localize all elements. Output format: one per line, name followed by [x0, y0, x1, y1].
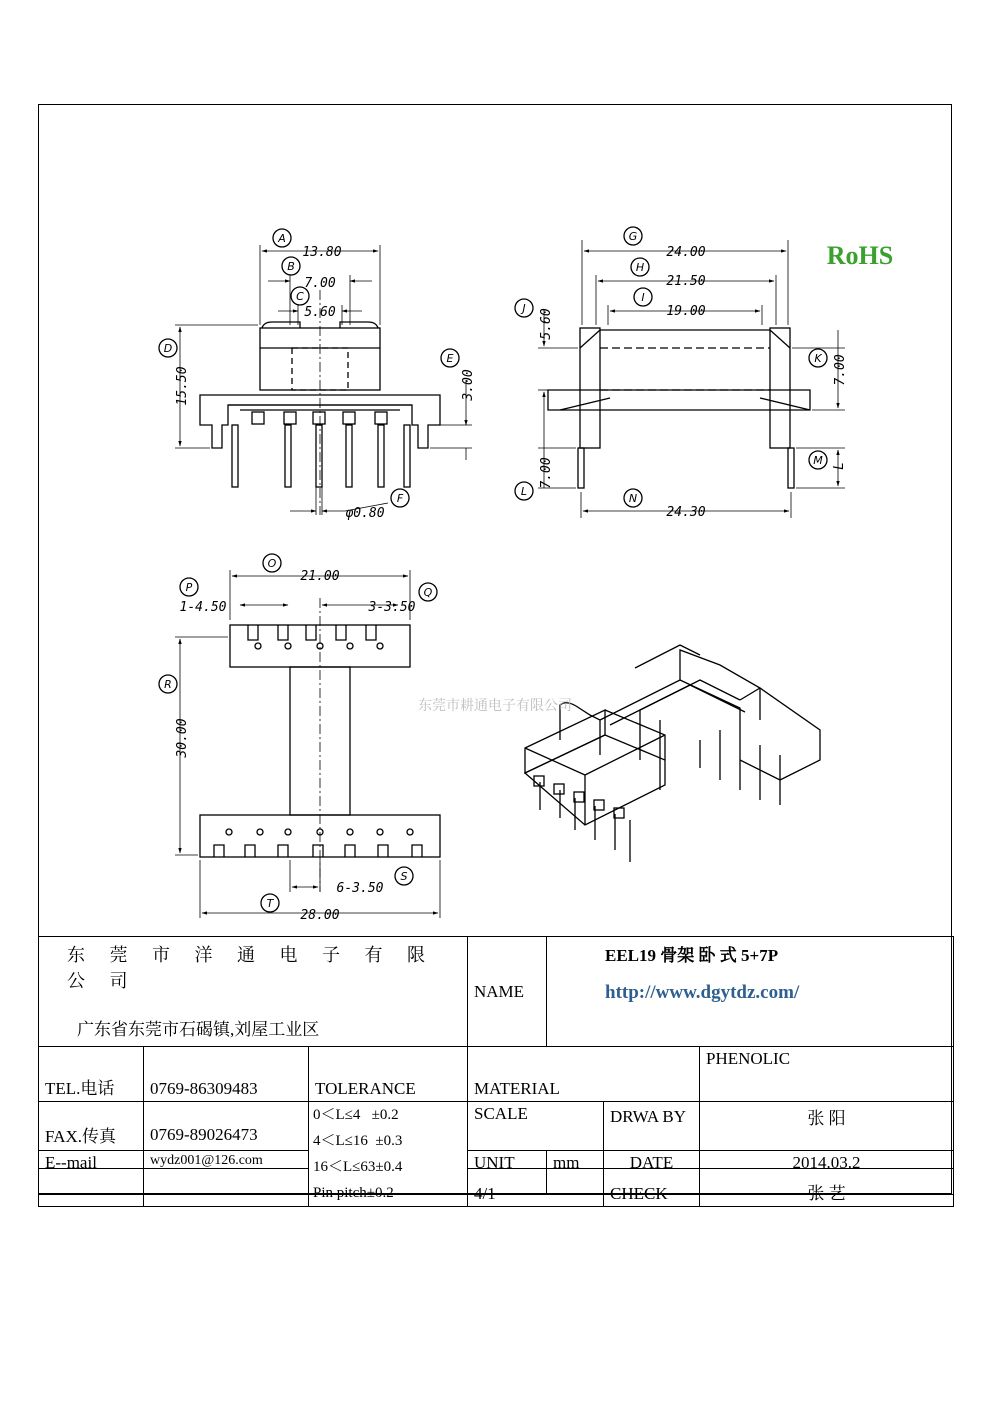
dim-value-h: 21.50 [666, 274, 706, 289]
dim-value-b: 7.00 [304, 276, 336, 291]
dim-value-n: 24.30 [666, 505, 706, 520]
fax-label: FAX.传真 [39, 1102, 144, 1169]
scale-label: SCALE [468, 1102, 604, 1135]
website-link[interactable]: http://www.dgytdz.com/ [605, 982, 800, 1003]
tel-value: 0769-86309483 [144, 1047, 309, 1102]
dim-tag-g: G [628, 230, 638, 243]
dim-tag-n: N [628, 492, 638, 505]
drawn-by-label: DRWA BY [604, 1102, 700, 1169]
dim-tag-o: O [267, 557, 277, 570]
unit-label: UNIT [468, 1151, 547, 1195]
watermark-text: 东莞市耕通电子有限公司 [418, 698, 572, 714]
dim-value-l: 7.00 [539, 457, 554, 489]
dim-tag-l: L [520, 485, 528, 498]
dim-value-j: 5.60 [539, 308, 554, 340]
drawn-by-value: 张 阳 [700, 1102, 954, 1169]
tolerance-row: Pin pitch±0.2 [313, 1185, 394, 1201]
dim-value-k: 7.00 [833, 354, 848, 386]
fax-value: 0769-89026473 [144, 1102, 309, 1169]
date-value: 2014.03.2 [700, 1151, 954, 1195]
dim-value-f: φ0.80 [345, 506, 385, 521]
title-block-footer [38, 1150, 954, 1195]
dim-value-p: 1-4.50 [179, 600, 227, 615]
unit-value: mm [547, 1151, 604, 1195]
isometric-view [525, 645, 820, 862]
email-value: wydz001@126.com [144, 1151, 309, 1195]
dim-tag-h: H [635, 261, 645, 274]
tolerance-extra [309, 1151, 468, 1195]
company-name: 东 莞 市 洋 通 电 子 有 限 公 司 [67, 945, 435, 991]
dim-value-o: 21.00 [300, 569, 340, 584]
dim-tag-f: F [396, 492, 404, 505]
dim-tag-r: R [164, 678, 172, 691]
dim-value-e: 3.00 [461, 369, 476, 401]
dim-value-t: 28.00 [300, 908, 340, 923]
dim-tag-t: T [266, 897, 274, 910]
tolerance-label: TOLERANCE [309, 1047, 468, 1102]
dim-tag-d: D [163, 342, 173, 355]
dim-value-q: 3-3.50 [368, 600, 416, 615]
tel-label: TEL.电话 [39, 1047, 144, 1102]
dim-tag-j: J [522, 302, 526, 315]
tolerance-row: 0＜L≤4 ±0.2 [313, 1107, 399, 1123]
rohs-label: RoHS [826, 241, 894, 270]
side-view [515, 227, 845, 518]
dim-value-d: 15.50 [175, 366, 190, 406]
checker-value: 张 艺 [700, 1168, 954, 1206]
dim-value-m: L [832, 462, 847, 470]
company-cell [39, 937, 468, 1047]
dim-tag-a: A [278, 232, 286, 245]
tolerance-row: 16＜L≤63±0.4 [313, 1159, 403, 1175]
dim-tag-e: E [446, 352, 454, 365]
dim-tag-i: I [641, 291, 645, 304]
check-label: CHECK [604, 1168, 700, 1206]
dim-tag-m: M [813, 454, 823, 467]
dim-tag-k: K [814, 352, 822, 365]
dim-tag-b: B [287, 260, 295, 273]
date-label: DATE [604, 1151, 700, 1195]
scale-value: 4/1 [468, 1168, 604, 1206]
dim-value-i: 19.00 [666, 304, 706, 319]
product-title: EEL19 骨架 卧 式 5+7P [605, 946, 779, 965]
tolerance-row: 4＜L≤16 ±0.3 [313, 1133, 403, 1149]
email-label: E--mail [39, 1151, 144, 1195]
dim-tag-s: S [400, 870, 408, 883]
dim-value-g: 24.00 [666, 245, 706, 260]
dim-value-s: 6-3.50 [336, 881, 384, 896]
dim-value-c: 5.60 [304, 305, 336, 320]
dim-value-a: 13.80 [302, 245, 342, 260]
dim-tag-p: P [185, 581, 193, 594]
dim-tag-q: Q [423, 586, 433, 599]
material-value: PHENOLIC [700, 1047, 954, 1102]
front-view [159, 229, 472, 515]
name-label: NAME [468, 937, 547, 1047]
product-cell [547, 937, 954, 1047]
dim-value-r: 30.00 [175, 718, 190, 758]
dim-tag-c: C [296, 290, 304, 303]
material-label: MATERIAL [468, 1047, 700, 1102]
company-address: 广东省东莞市石碣镇,刘屋工业区 [77, 1020, 320, 1039]
